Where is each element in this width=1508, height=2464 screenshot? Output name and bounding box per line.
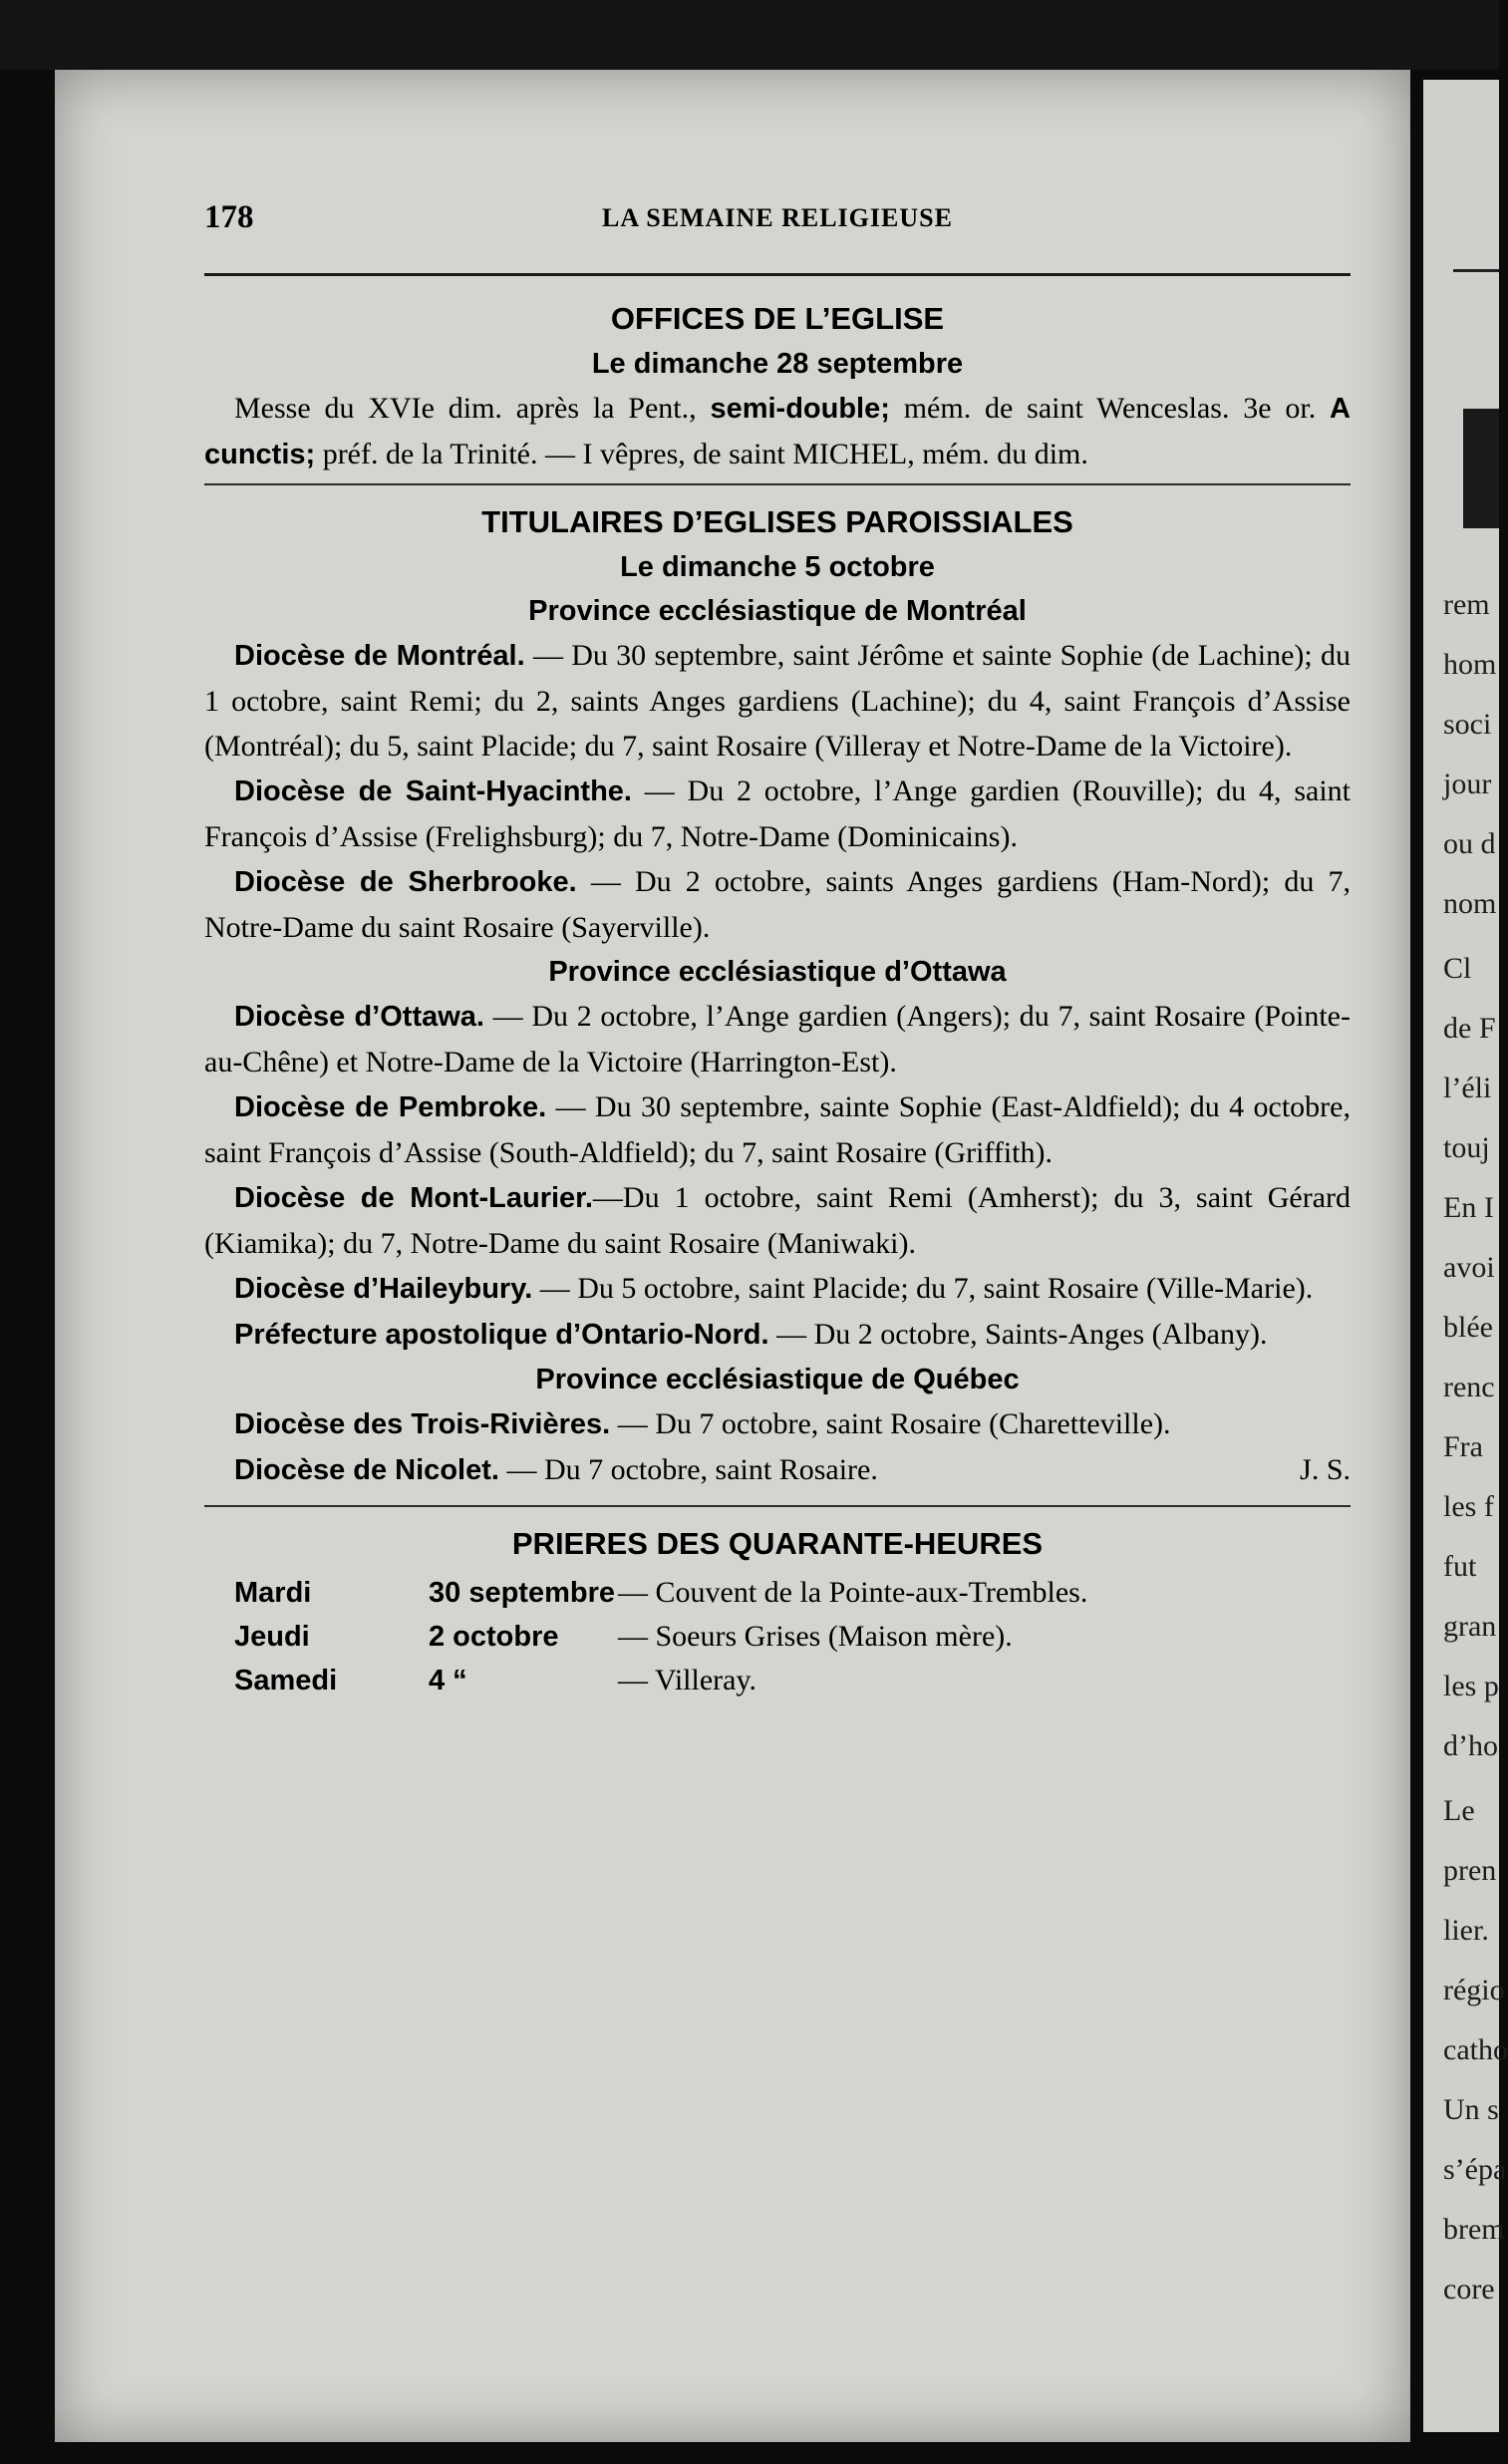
adjacent-page-fragment: brem [1443,2213,1505,2246]
diocese-entry [204,769,1351,859]
diocese-name: Diocèse d’Ottawa. [234,1001,484,1033]
diocese-name: Diocèse de Saint-Hyacinthe. [234,775,632,807]
diocese-text: — Du 30 septembre, sainte Sophie (East-Aldfield); du 4 octobre, saint François d’Assise (South-Aldfield); du 7, saint Rosaire (Griffith). [204,1090,1351,1169]
adjacent-page-fragment: fut [1443,1550,1477,1583]
diocese-text: — Du 7 octobre, saint Rosaire (Charetteville). [610,1407,1171,1440]
adjacent-page-fragment: soci [1443,708,1492,741]
diocese-text: — Du 2 octobre, Saints-Anges (Albany). [768,1318,1268,1351]
offices-section [204,296,1351,477]
diocese-entry [204,1401,1351,1447]
province-heading: Province ecclésiastique de Montréal [528,595,1027,627]
signature: J. S. [1300,1453,1351,1486]
prieres-section [204,1521,1351,1702]
prieres-title: PRIERES DES QUARANTE-HEURES [511,1526,1044,1561]
diocese-entry [204,859,1351,950]
province-list [204,589,1351,1493]
titulaires-subtitle: Le dimanche 5 octobre [620,551,935,583]
prieres-place: — Soeurs Grises (Maison mère). [618,1620,1013,1653]
adjacent-page-fragment: nom [1443,887,1497,920]
diocese-entry [204,994,1351,1084]
diocese-text: — Du 7 octobre, saint Rosaire. [498,1453,878,1486]
page-content [204,199,1351,1702]
running-header [204,199,1351,245]
diocese-name: Diocèse de Sherbrooke. [234,866,577,898]
diocese-text: — Du 2 octobre, l’Ange gardien (Rouville); du 4, saint François d’Assise (Frelighsburg); du 7, Notre-Dame (Dominicains). [204,774,1351,853]
diocese-text: — Du 2 octobre, saints Anges gardiens (Ham-Nord); du 7, Notre-Dame du saint Rosaire (Sayerville). [204,865,1351,944]
adjacent-page-fragment: blée [1443,1311,1493,1344]
prieres-date: 4 “ [429,1665,467,1696]
diocese-name: Préfecture apostolique d’Ontario-Nord. [234,1319,769,1351]
prieres-place: — Couvent de la Pointe-aux-Trembles. [618,1576,1088,1609]
adjacent-page-fragment: rem [1443,588,1490,621]
adjacent-page-fragment: gran [1443,1610,1497,1643]
prieres-row [234,1571,1351,1615]
adjacent-page-fragment: catho [1443,2033,1508,2066]
diocese-text: —Du 1 octobre, saint Remi (Amherst); du 3, saint Gérard (Kiamika); du 7, Notre-Dame du saint Rosaire (Maniwaki). [204,1181,1352,1260]
prieres-place: — Villeray. [618,1664,756,1696]
adjacent-page-strip [1423,80,1508,2432]
prieres-day: Jeudi [234,1621,310,1653]
offices-subtitle: Le dimanche 28 septembre [591,348,964,380]
adjacent-page-fragment: Cl [1443,952,1472,985]
diocese-name: Diocèse de Montréal. [234,640,525,672]
diocese-entry [204,1175,1351,1266]
adjacent-page-fragment: renc [1443,1371,1495,1403]
adjacent-page-fragment: régio [1443,1974,1505,2006]
prieres-day: Mardi [234,1577,312,1609]
prieres-table [234,1571,1351,1702]
adjacent-page-fragment: les p [1443,1670,1499,1702]
adjacent-page-fragment: de F [1443,1012,1496,1045]
prieres-row [234,1659,1351,1702]
diocese-entry [204,1312,1351,1358]
adjacent-page-fragment: l’éli [1443,1072,1492,1104]
offices-text: Messe du XVIe dim. après la Pent., semi-double; mém. de saint Wenceslas. 3e or. A cunctis; préf. de la Trinité. — I vêpres, de saint MICHEL, mém. du dim. [204,392,1351,470]
prieres-day: Samedi [234,1665,338,1696]
diocese-name: Diocèse des Trois-Rivières. [234,1408,611,1440]
prieres-date: 30 septembre [429,1577,615,1609]
section-divider [204,1505,1351,1507]
adjacent-page-fragment: Un s [1443,2093,1499,2126]
adjacent-page-fragment: avoi [1443,1251,1495,1284]
titulaires-section [204,499,1351,1493]
page-number: 178 [204,199,254,235]
adjacent-page-fragment: ou d [1443,827,1496,860]
adjacent-page-fragment: jour [1443,768,1492,800]
scan-border-top [0,0,1499,70]
running-title: LA SEMAINE RELIGIEUSE [602,203,953,232]
diocese-name: Diocèse de Mont-Laurier. [234,1182,593,1214]
adjacent-page-fragment: Fra [1443,1430,1483,1463]
prieres-date: 2 octobre [429,1621,559,1653]
diocese-entry [204,1084,1351,1175]
offices-title: OFFICES DE L’EGLISE [610,301,945,336]
adjacent-page-fragment: touj [1443,1131,1490,1164]
diocese-entry [204,633,1351,769]
adjacent-page-rule [1453,269,1499,272]
diocese-name: Diocèse de Nicolet. [234,1454,499,1486]
adjacent-page-fragment: les f [1443,1490,1494,1523]
diocese-entry [204,1266,1351,1312]
diocese-text: — Du 5 octobre, saint Placide; du 7, saint Rosaire (Ville-Marie). [532,1272,1314,1305]
province-heading: Province ecclésiastique de Québec [535,1364,1020,1395]
adjacent-page-fragment: core [1443,2273,1495,2306]
diocese-text: — Du 30 septembre, saint Jérôme et sainte Sophie (de Lachine); du 1 octobre, saint Remi; du 2, saints Anges gardiens (Lachine); du 4, saint François d’Assise (Montréal); du 5, saint Placide; du 7, saint Rosaire (Villeray et Notre-Dame de la Victoire). [204,639,1351,763]
adjacent-page-fragment: s’épa [1443,2153,1507,2186]
adjacent-page-fragment: pren [1443,1854,1497,1887]
adjacent-page-dropcap [1463,409,1499,528]
section-divider [204,483,1351,485]
diocese-entry [204,1447,1351,1493]
diocese-text: — Du 2 octobre, l’Ange gardien (Angers); du 7, saint Rosaire (Pointe-au-Chêne) et Notre-Dame de la Victoire (Harrington-Est). [204,1000,1351,1078]
adjacent-page-fragment: En I [1443,1191,1494,1224]
prieres-row [234,1615,1351,1659]
header-rule [204,273,1351,276]
titulaires-title: TITULAIRES D’EGLISES PAROISSIALES [481,504,1073,539]
adjacent-page-fragment: d’ho [1443,1729,1498,1762]
adjacent-page-fragment: hom [1443,648,1497,681]
province-heading: Province ecclésiastique d’Ottawa [548,956,1007,988]
adjacent-page-fragment: Le [1443,1794,1475,1827]
diocese-name: Diocèse d’Haileybury. [234,1273,533,1305]
diocese-name: Diocèse de Pembroke. [234,1091,547,1123]
adjacent-page-fragment: lier. [1443,1914,1489,1947]
